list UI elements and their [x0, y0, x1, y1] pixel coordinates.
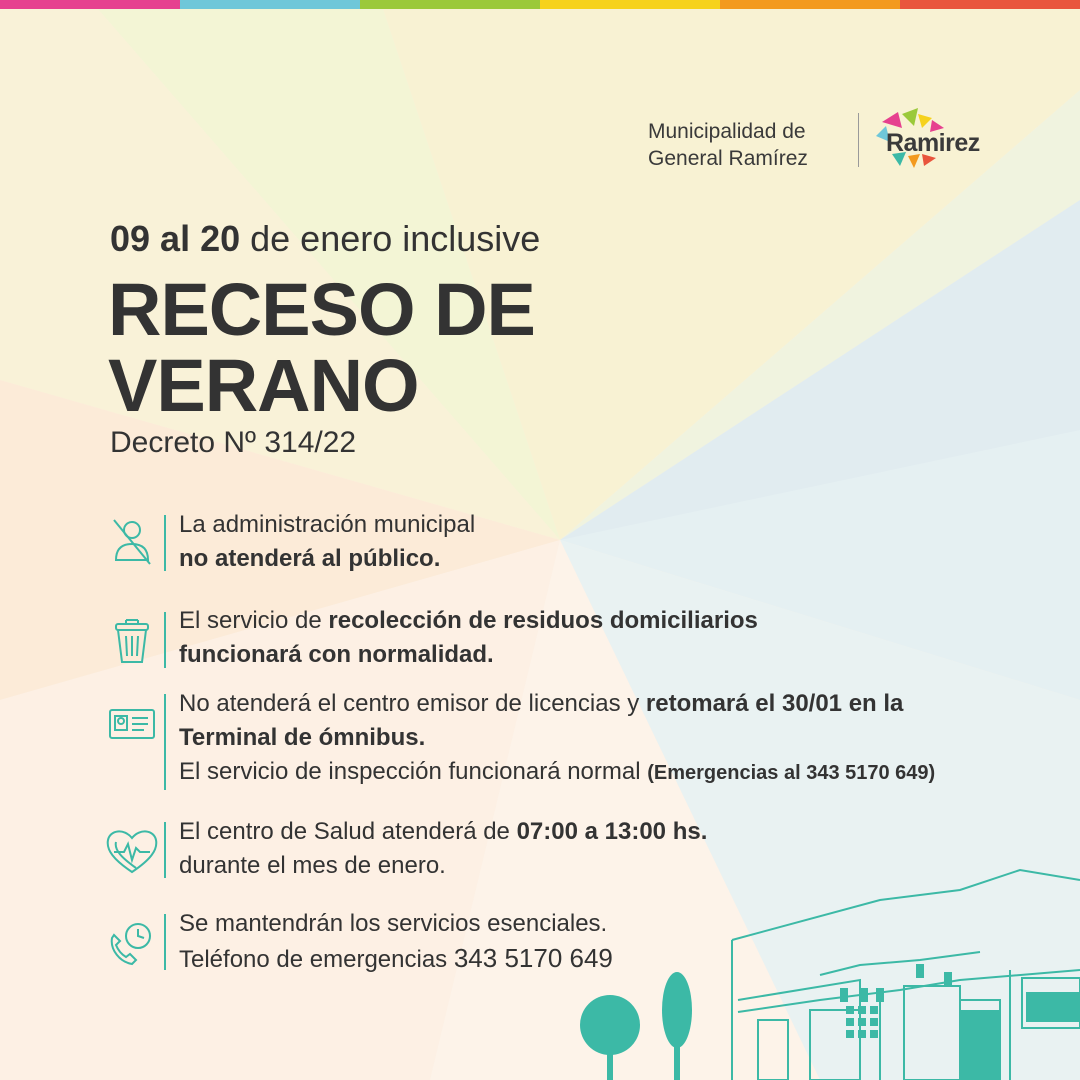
city-illustration	[560, 860, 1080, 1080]
municipality-name	[648, 118, 808, 172]
item-licenses-bold: retomará el 30/01 en la	[645, 690, 904, 717]
municipality-line2: General Ramírez	[648, 147, 808, 170]
date-range-rest: de enero inclusive	[240, 218, 541, 259]
item-essential-line1: Se mantendrán los servicios esenciales.	[179, 910, 608, 937]
item-divider	[164, 914, 166, 970]
item-divider	[164, 694, 166, 790]
title-line2: VERANO	[108, 344, 419, 427]
emergency-phone-number: 343 5170 649	[453, 943, 613, 973]
item-waste-line2: funcionará con normalidad.	[179, 641, 494, 668]
item-waste-bold: recolección de residuos domiciliarios	[328, 607, 758, 634]
id-card-icon	[104, 696, 160, 752]
item-divider	[164, 515, 166, 571]
item-licenses-line2: Terminal de ómnibus.	[179, 724, 426, 751]
trash-bin-icon	[104, 612, 160, 668]
municipality-line1: Municipalidad de	[648, 120, 806, 143]
date-range	[110, 218, 540, 260]
item-admin-line1: La administración municipal	[179, 511, 476, 538]
top-color-stripe	[0, 0, 1080, 9]
item-divider	[164, 822, 166, 878]
ramirez-logo	[872, 108, 992, 172]
no-person-icon	[104, 512, 160, 568]
item-licenses-plain: No atenderá el centro emisor de licencias y	[179, 690, 646, 717]
item-divider	[164, 612, 166, 668]
header-divider	[858, 113, 859, 167]
item-admin-line2: no atenderá al público.	[179, 545, 441, 572]
title-line1: RECESO DE	[108, 268, 535, 351]
item-inspection-emergency: (Emergencias al 343 5170 649)	[647, 762, 936, 784]
item-health-hours: 07:00 a 13:00 hs.	[516, 818, 708, 845]
item-waste-plain: El servicio de	[179, 607, 329, 634]
phone-clock-icon	[104, 916, 160, 972]
logo-text: Ramirez	[886, 129, 980, 157]
item-health-plain: El centro de Salud atenderá de	[179, 818, 517, 845]
item-essential-phone-label: Teléfono de emergencias	[179, 946, 454, 973]
item-health-line2: durante el mes de enero.	[179, 852, 446, 879]
page-title	[108, 268, 535, 427]
decree-number: Decreto Nº 314/22	[110, 426, 357, 459]
item-inspection-plain: El servicio de inspección funcionará normal	[179, 758, 648, 785]
date-range-bold: 09 al 20	[110, 218, 241, 259]
heart-pulse-icon	[104, 822, 160, 878]
